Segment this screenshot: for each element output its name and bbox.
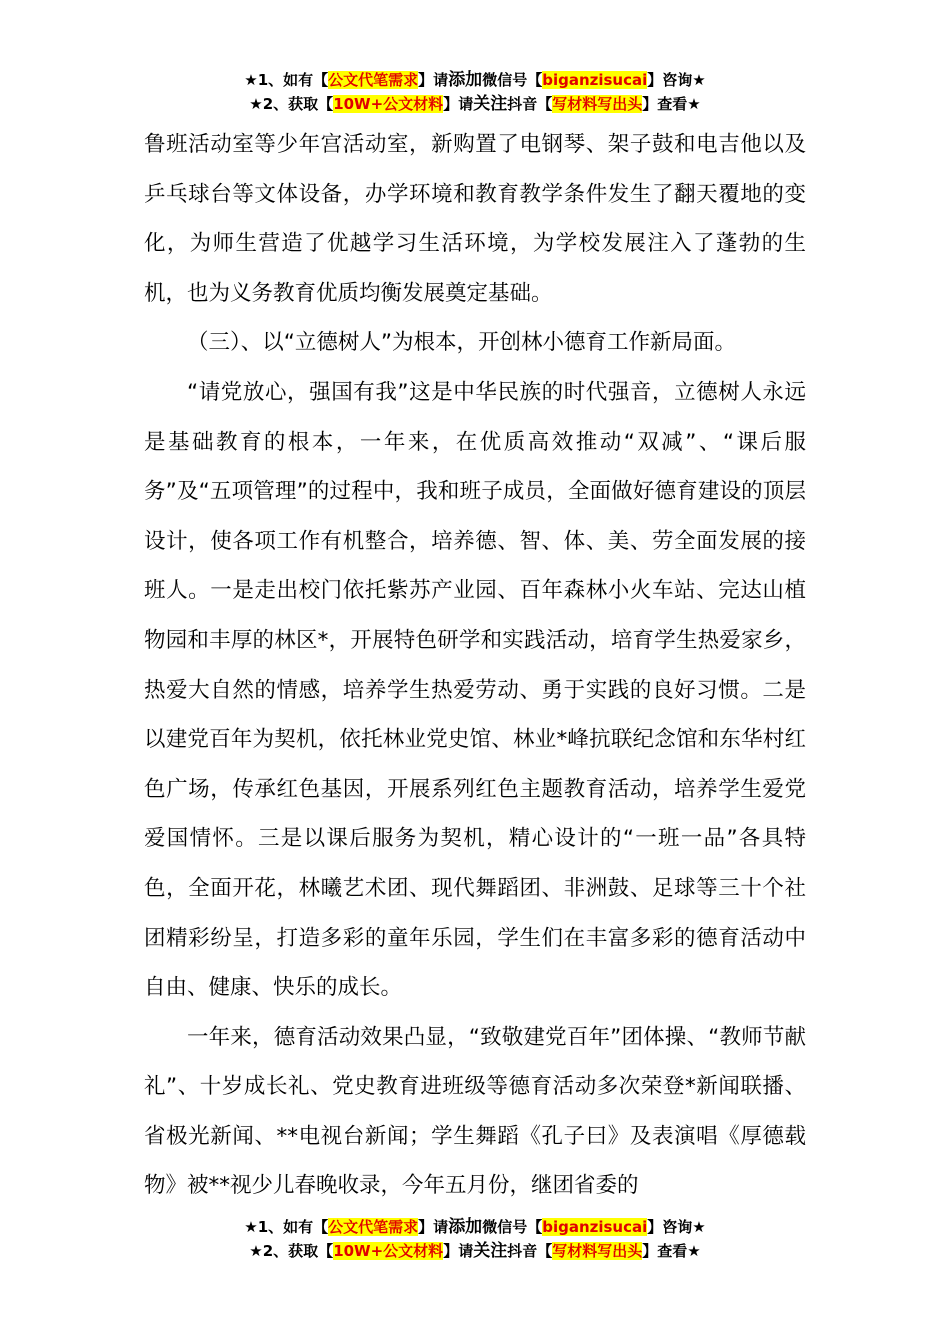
- notice-emphasis: 添加: [448, 70, 483, 90]
- highlight-materials: 10W+公文材料: [333, 95, 444, 113]
- paragraph-3: “请党放心，强国有我”这是中华民族的时代强音，立德树人永远是基础教育的根本，一年来，在优质高效推动“双减”、“课后服务”及“五项管理”的过程中，我和班子成员，全面做好德育建设的顶层设计，使各项工作有机整合，培养德、智、体、美、劳全面发展的接班人。一是走出校门依托紫苏产业园、百年森林小火车站、完达山植物园和丰厚的林区*，开展特色研学和实践活动，培育学生热爱家乡，热爱大自然的情感，培养学生热爱劳动、勇于实践的良好习惯。二是以建党百年为契机，依托林业党史馆、林业*峰抗联纪念馆和东华村红色广场，传承红色基因，开展系列红色主题教育活动，培养学生爱党爱国情怀。三是以课后服务为契机，精心设计的“一班一品”各具特色，全面开花，林曦艺术团、现代舞蹈团、非洲鼓、足球等三十个社团精彩纷呈，打造多彩的童年乐园，学生们在丰富多彩的德育活动中自由、健康、快乐的成长。: [144, 379, 806, 1001]
- notice-line-1: [0, 68, 950, 92]
- notice-text: 抖音【: [507, 95, 553, 113]
- notice-emphasis: 关注: [473, 94, 508, 114]
- highlight-materials: 10W+公文材料: [333, 1242, 444, 1260]
- highlight-service: 公文代笔需求: [328, 71, 419, 89]
- highlight-wechat-id: biganzisucai: [542, 71, 648, 89]
- notice-text: 】请: [443, 95, 474, 113]
- notice-text: 抖音【: [507, 1242, 553, 1260]
- notice-text: 】咨询★: [647, 1218, 706, 1236]
- paragraph-1: 鲁班活动室等少年宫活动室，新购置了电钢琴、架子鼓和电吉他以及乒乓球台等文体设备，办学环境和教育教学条件发生了翻天覆地的变化，为师生营造了优越学习生活环境，为学校发展注入了蓬勃的生机，也为义务教育优质均衡发展奠定基础。: [144, 132, 806, 306]
- notice-text: 微信号【: [482, 71, 543, 89]
- highlight-douyin: 写材料写出头: [552, 95, 643, 113]
- notice-text: 】请: [418, 1218, 449, 1236]
- section-heading: （三）、以“立德树人”为根本，开创林小德育工作新局面。: [187, 330, 737, 356]
- notice-text: ★2、获取【: [249, 95, 334, 113]
- notice-text: 】查看★: [642, 1242, 701, 1260]
- notice-text: 】咨询★: [647, 71, 706, 89]
- notice-emphasis: 关注: [473, 1241, 508, 1261]
- highlight-wechat-id: biganzisucai: [542, 1218, 648, 1236]
- notice-line-2: [0, 92, 950, 116]
- highlight-douyin: 写材料写出头: [552, 1242, 643, 1260]
- notice-line-2: [0, 1239, 950, 1263]
- notice-text: 】查看★: [642, 95, 701, 113]
- notice-text: ★2、获取【: [249, 1242, 334, 1260]
- notice-line-1: [0, 1215, 950, 1239]
- notice-emphasis: 添加: [448, 1217, 483, 1237]
- highlight-service: 公文代笔需求: [328, 1218, 419, 1236]
- notice-text: 微信号【: [482, 1218, 543, 1236]
- paragraph-4: 一年来，德育活动效果凸显，“致敬建党百年”团体操、“教师节献礼”、十岁成长礼、党史教育进班级等德育活动多次荣登*新闻联播、省极光新闻、**电视台新闻；学生舞蹈《孔子曰》及表演唱《厚德载物》被**视少儿春晚收录，今年五月份，继团省委的: [144, 1024, 806, 1199]
- notice-text: 】请: [418, 71, 449, 89]
- document-body: [144, 120, 806, 1211]
- notice-text: 】请: [443, 1242, 474, 1260]
- header-notice: [0, 68, 950, 116]
- footer-notice: [0, 1215, 950, 1263]
- notice-text: ★1、如有【: [244, 71, 329, 89]
- notice-text: ★1、如有【: [244, 1218, 329, 1236]
